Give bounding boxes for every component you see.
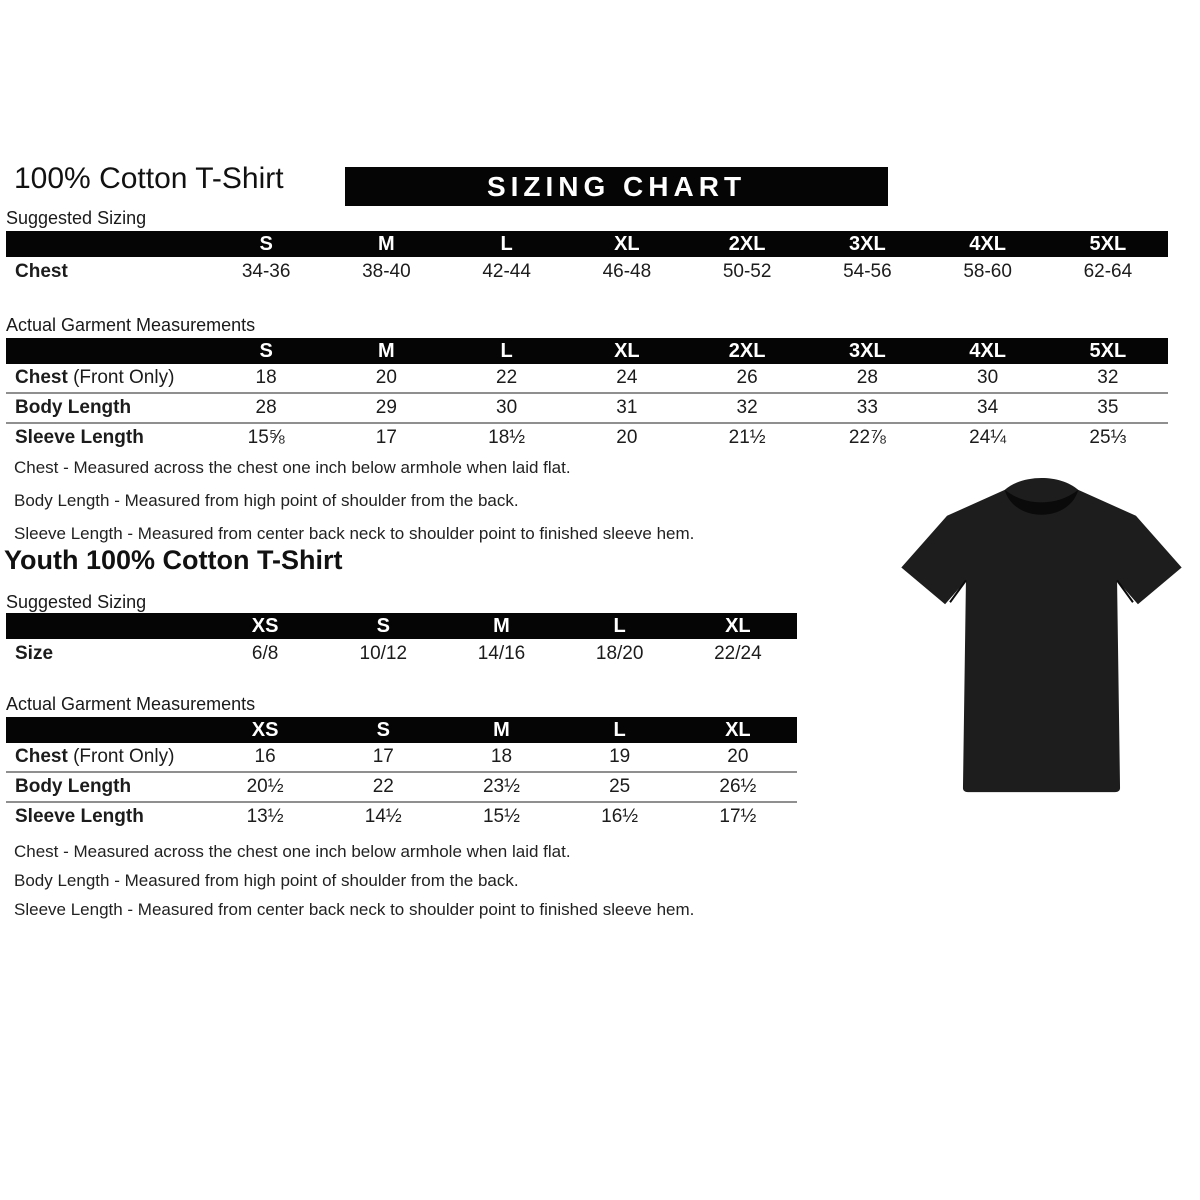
youth-measurements-table <box>6 717 797 831</box>
size-column-header: S <box>206 231 326 257</box>
youth-section-title: Youth 100% Cotton T-Shirt <box>4 545 343 575</box>
cell-value: 21½ <box>687 423 807 452</box>
cell-value: 19 <box>609 746 631 767</box>
size-column-header: S <box>324 613 442 639</box>
size-column-header: XL <box>679 613 797 639</box>
cell-value: 28 <box>856 367 878 388</box>
cell-value: 10/12 <box>359 643 408 664</box>
table-row <box>6 257 1168 287</box>
size-column-header: XS <box>206 717 324 743</box>
row-label: Sleeve Length <box>6 423 206 452</box>
cell-value: 28 <box>206 393 326 423</box>
cell-value: 34 <box>928 393 1048 423</box>
cell-value: 17 <box>372 746 394 767</box>
cell-value: 6/8 <box>251 643 279 664</box>
sizing-chart-banner: SIZING CHART <box>345 167 888 206</box>
youth-measurements-label: Actual Garment Measurements <box>6 694 256 714</box>
size-column-header: M <box>326 231 446 257</box>
size-column-header: L <box>447 231 567 257</box>
cell-value: 31 <box>567 393 687 423</box>
cell-value: 16 <box>254 746 276 767</box>
size-column-header: L <box>447 338 567 364</box>
cell-value: 54-56 <box>843 261 892 282</box>
cell-value: 14½ <box>324 802 442 831</box>
row-label-header <box>6 338 206 364</box>
table-row <box>6 639 797 669</box>
cell-value: 22 <box>324 772 442 802</box>
size-column-header: 4XL <box>928 338 1048 364</box>
cell-value: 25 <box>561 772 679 802</box>
cell-value: 33 <box>807 393 927 423</box>
size-column-header: XL <box>567 338 687 364</box>
size-column-header: 3XL <box>807 231 927 257</box>
row-label: Sleeve Length <box>6 802 206 831</box>
table-row <box>6 802 797 831</box>
adult-measurement-notes <box>14 458 694 557</box>
table-row <box>6 772 797 802</box>
row-label-header <box>6 717 206 743</box>
size-column-header: M <box>326 338 446 364</box>
size-column-header: 4XL <box>928 231 1048 257</box>
cell-value: 22⅞ <box>807 423 927 452</box>
row-label: Chest <box>15 261 68 282</box>
cell-value: 18 <box>490 746 513 767</box>
size-column-header: S <box>324 717 442 743</box>
row-label: Chest (Front Only) <box>15 367 175 388</box>
row-label: Size <box>15 643 54 664</box>
cell-value: 20 <box>375 367 397 388</box>
adult-measurements-label: Actual Garment Measurements <box>6 315 256 335</box>
cell-value: 50-52 <box>722 261 772 282</box>
size-column-header: L <box>561 613 679 639</box>
cell-value: 15⅝ <box>206 423 326 452</box>
size-column-header: L <box>561 717 679 743</box>
cell-value: 17 <box>326 423 446 452</box>
cell-value: 24 <box>616 367 638 388</box>
youth-suggested-sizing-table <box>6 613 797 669</box>
youth-suggested-sizing-label: Suggested Sizing <box>6 592 147 612</box>
youth-measurement-notes <box>14 842 694 929</box>
note-sleeve-length: Sleeve Length - Measured from center back neck to shoulder point to finished sleeve hem. <box>14 900 695 919</box>
table-row <box>6 393 1168 423</box>
cell-value: 26½ <box>679 772 797 802</box>
adult-suggested-sizing-label: Suggested Sizing <box>6 208 147 228</box>
cell-value: 18/20 <box>595 643 644 664</box>
cell-value: 30 <box>977 367 999 388</box>
cell-value: 23½ <box>442 772 560 802</box>
row-label: Chest (Front Only) <box>15 746 175 767</box>
adult-suggested-sizing-table <box>6 231 1168 287</box>
size-column-header: M <box>442 717 560 743</box>
adult-measurements-table <box>6 338 1168 452</box>
cell-value: 18½ <box>447 423 567 452</box>
cell-value: 16½ <box>561 802 679 831</box>
cell-value: 22/24 <box>714 643 762 664</box>
cell-value: 20 <box>727 746 749 767</box>
size-column-header: XL <box>567 231 687 257</box>
header-row <box>6 613 797 639</box>
page-title: 100% Cotton T-Shirt <box>14 162 284 195</box>
black-tshirt-image <box>888 474 1195 812</box>
table-row <box>6 423 1168 452</box>
size-column-header: 5XL <box>1048 231 1168 257</box>
cell-value: 58-60 <box>963 261 1012 282</box>
size-column-header: XS <box>206 613 324 639</box>
cell-value: 22 <box>496 367 518 388</box>
cell-value: 20 <box>567 423 687 452</box>
cell-value: 14/16 <box>477 643 526 664</box>
cell-value: 13½ <box>206 802 324 831</box>
row-label: Body Length <box>6 393 206 423</box>
cell-value: 20½ <box>206 772 324 802</box>
row-label-header <box>6 231 206 257</box>
cell-value: 32 <box>687 393 807 423</box>
cell-value: 18 <box>255 367 277 388</box>
cell-value: 25⅓ <box>1048 423 1168 452</box>
cell-value: 24¼ <box>928 423 1048 452</box>
note-chest: Chest - Measured across the chest one inch below armhole when laid flat. <box>14 458 571 477</box>
size-column-header: 2XL <box>687 231 807 257</box>
table-row <box>6 743 797 772</box>
cell-value: 62-64 <box>1083 261 1133 282</box>
cell-value: 38-40 <box>362 261 411 282</box>
table-row <box>6 364 1168 393</box>
header-row <box>6 717 797 743</box>
note-body-length: Body Length - Measured from high point of shoulder from the back. <box>14 871 519 890</box>
size-column-header: M <box>442 613 560 639</box>
cell-value: 17½ <box>679 802 797 831</box>
size-column-header: S <box>206 338 326 364</box>
cell-value: 34-36 <box>241 261 291 282</box>
header-row <box>6 338 1168 364</box>
cell-value: 29 <box>326 393 446 423</box>
cell-value: 46-48 <box>602 261 652 282</box>
note-sleeve-length: Sleeve Length - Measured from center back neck to shoulder point to finished sleeve hem. <box>14 524 695 543</box>
size-column-header: 3XL <box>807 338 927 364</box>
note-chest: Chest - Measured across the chest one inch below armhole when laid flat. <box>14 842 571 861</box>
cell-value: 30 <box>447 393 567 423</box>
header-row <box>6 231 1168 257</box>
row-label-header <box>6 613 206 639</box>
cell-value: 42-44 <box>482 261 531 282</box>
cell-value: 26 <box>736 367 758 388</box>
size-column-header: XL <box>679 717 797 743</box>
cell-value: 15½ <box>442 802 560 831</box>
tshirt-body <box>901 478 1181 792</box>
size-column-header: 5XL <box>1048 338 1168 364</box>
cell-value: 35 <box>1048 393 1168 423</box>
row-label: Body Length <box>6 772 206 802</box>
size-column-header: 2XL <box>687 338 807 364</box>
cell-value: 32 <box>1097 367 1119 388</box>
note-body-length: Body Length - Measured from high point of shoulder from the back. <box>14 491 519 510</box>
